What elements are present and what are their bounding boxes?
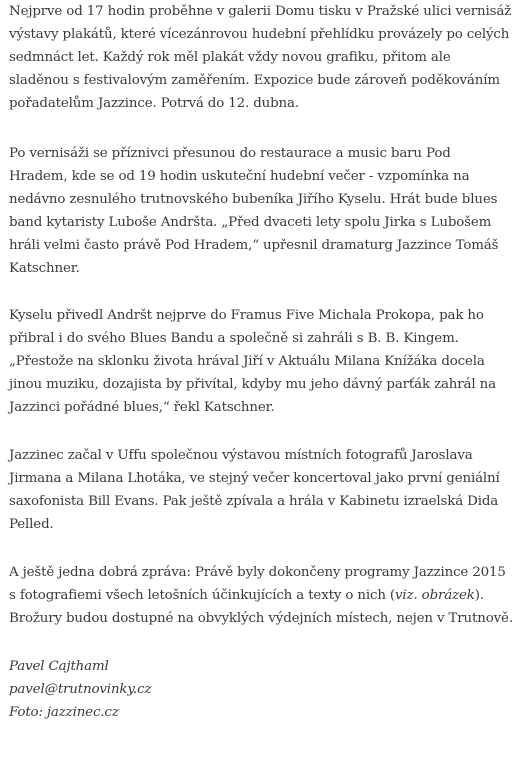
byline (9, 655, 513, 724)
paragraph-music-evening: Po vernisáži se příznivci přesunou do restaurace a music baru Pod Hradem, kde se od 19 hodin uskuteční hudební večer - vzpomínka na nedávno zesnulého trutnovského bubeníka Jiřího Kyselu. Hrát bude blues band kytaristy Luboše Andršta. „Před dvaceti lety spolu Jirka s Lubošem hráli velmi často právě Pod Hradem,“ upřesnil dramaturg Jazzince Tomáš Katschner. (9, 146, 499, 276)
paragraph-history: Jazzinec začal v Uffu společnou výstavou místních fotografů Jaroslava Jirmana a Milana Lhotáka, ve stejný večer koncertoval jako první geniální saxofonista Bill Evans. Pak ještě zpívala a hrála v Kabinetu izraelská Dida Pelled. (9, 448, 500, 532)
paragraph-kysela: Kyselu přivedl Andršt nejprve do Framus Five Michala Prokopa, pak ho přibral i do svého Blues Bandu a společně si zahráli s B. B. Kingem. „Přestože na sklonku života hrával Jiří v Aktuálu Milana Knížáka docela jinou muziku, dozajista by přivítal, kdyby mu jeho dávný parťák zahrál na Jazzinci pořádné blues,“ řekl Katschner. (9, 308, 496, 415)
paragraph-programs (9, 561, 513, 630)
paragraph-exhibition: Nejprve od 17 hodin proběhne v galerii Domu tisku v Pražské ulici vernisáž výstavy plakátů, které vícezánrovou hudební přehlídku provázely po celých sedmnáct let. Každý rok měl plakát vždy novou grafiku, přitom ale sladěnou s festivalovým zaměřením. Expozice bude zároveň poděkováním pořadatelům Jazzince. Potrvá do 12. dubna. (9, 4, 512, 111)
author-name: Pavel Cajthaml (9, 659, 109, 674)
article-body (9, 0, 513, 724)
image-reference: viz. obrázek (395, 588, 475, 603)
author-email[interactable]: pavel@trutnovinky.cz (9, 682, 152, 697)
paragraph-programs-text-2: ). Brožury budou dostupné na obvyklých výdejních místech, nejen v Trutnově. (9, 588, 513, 626)
paragraph-programs-text-1: A ještě jedna dobrá zpráva: Právě byly dokončeny programy Jazzince 2015 s fotografiemi všech letošních účinkujících a texty o nich ( (9, 565, 506, 603)
photo-credit: Foto: jazzinec.cz (9, 705, 119, 720)
